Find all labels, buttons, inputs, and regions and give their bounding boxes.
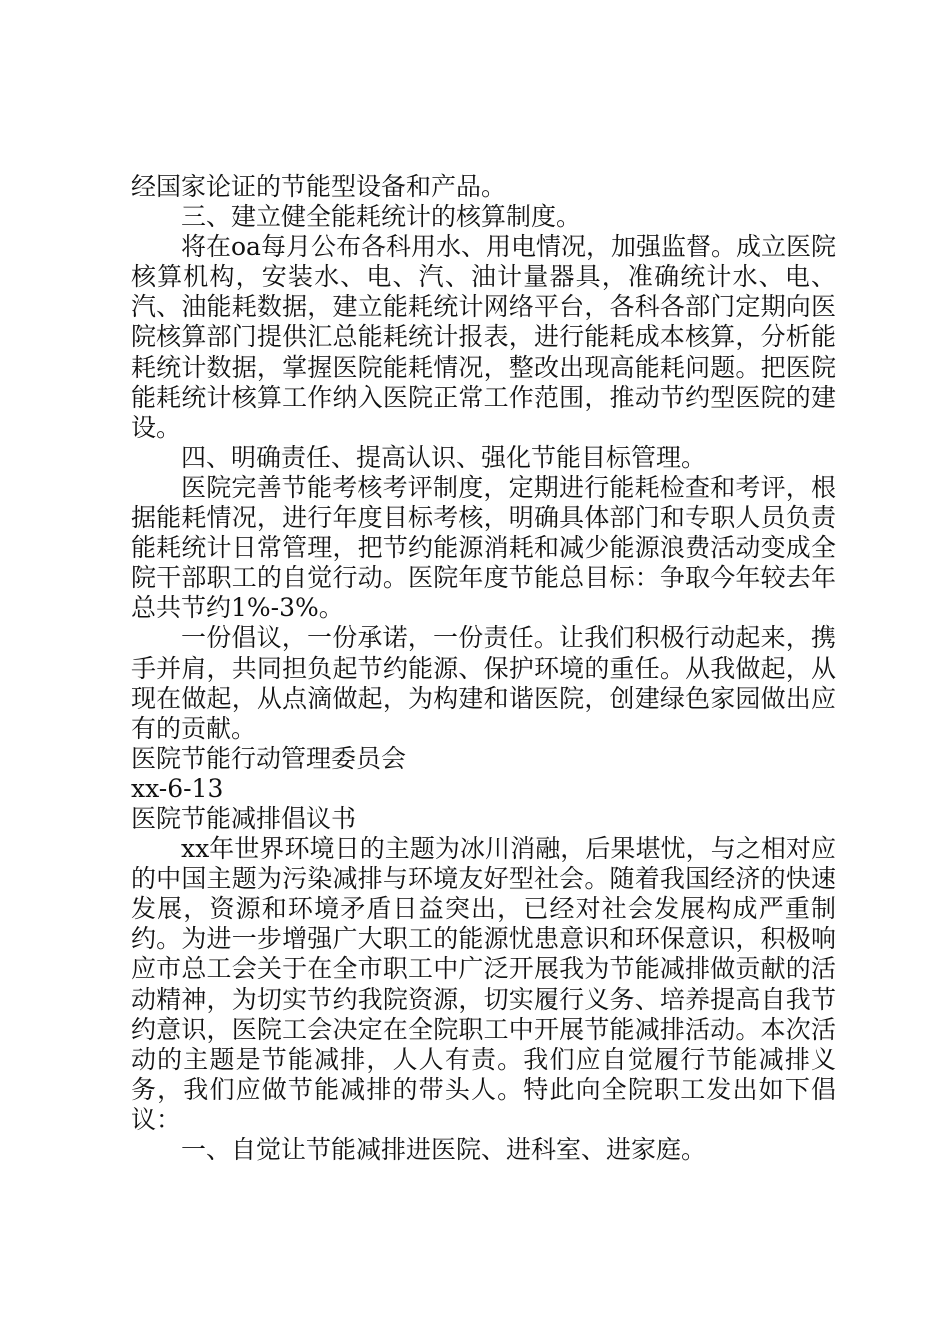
paragraph-pledge: 一份倡议，一份承诺，一份责任。让我们积极行动起来，携手并肩，共同担负起节约能源、保护环境的重任。从我做起，从现在做起，从点滴做起，为构建和谐医院，创建绿色家园做出应有的贡献。 — [131, 623, 836, 743]
paragraph-environment-day: xx年世界环境日的主题为冰川消融，后果堪忧，与之相对应的中国主题为污染减排与环境友好型社会。随着我国经济的快速发展，资源和环境矛盾日益突出，已经对社会发展构成严重制约。为进一步增强广大职工的能源忧患意识和环保意识，积极响应市总工会关于在全市职工中广泛开展我为节能减排做贡献的活动精神，为切实节约我院资源，切实履行义务、培养提高自我节约意识，医院工会决定在全院职工中开展节能减排活动。本次活动的主题是节能减排，人人有责。我们应自觉履行节能减排义务，我们应做节能减排的带头人。特此向全院职工发出如下倡议： — [131, 834, 836, 1134]
date: xx-6-13 — [131, 773, 224, 803]
section-heading-1: 一、自觉让节能减排进医院、进科室、进家庭。 — [181, 1135, 707, 1164]
paragraph-continuation: 经国家论证的节能型设备和产品。 — [131, 172, 507, 201]
paragraph-statistics: 将在oa每月公布各科用水、用电情况，加强监督。成立医院核算机构，安装水、电、汽、油计量器具，准确统计水、电、汽、油能耗数据，建立能耗统计网络平台，各科各部门定期向医院核算部门提供汇总能耗统计报表，进行能耗成本核算，分析能耗统计数据，掌握医院能耗情况，整改出现高能耗问题。把医院能耗统计核算工作纳入医院正常工作范围，推动节约型医院的建设。 — [131, 232, 836, 442]
section-heading-4: 四、明确责任、提高认识、强化节能目标管理。 — [181, 442, 707, 472]
paragraph-responsibility: 医院完善节能考核考评制度，定期进行能耗检查和考评，根据能耗情况，进行年度目标考核，明确具体部门和专职人员负责能耗统计日常管理，把节约能源消耗和减少能源浪费活动变成全院干部职工的自觉行动。医院年度节能总目标：争取今年较去年总共节约1%-3%。 — [131, 472, 836, 623]
section-heading-3: 三、建立健全能耗统计的核算制度。 — [181, 202, 582, 232]
second-document-title: 医院节能减排倡议书 — [131, 803, 357, 833]
document-body — [131, 172, 836, 1165]
signature: 医院节能行动管理委员会 — [131, 743, 407, 773]
